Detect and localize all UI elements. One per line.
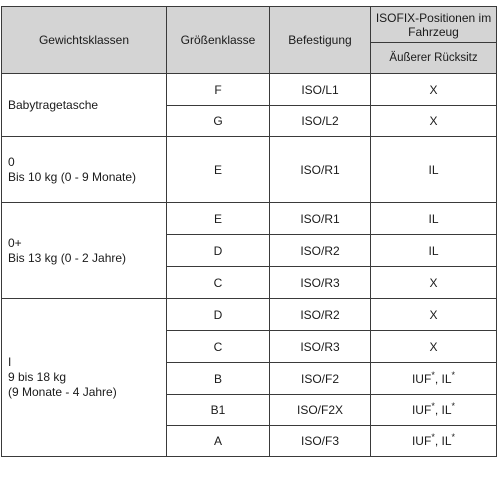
isofix-position-cell: X xyxy=(371,299,497,331)
size-class-cell: B1 xyxy=(167,395,270,426)
weight-class-line: Bis 10 kg (0 - 9 Monate) xyxy=(8,169,137,184)
isofix-position-cell: X xyxy=(371,267,497,299)
size-class-cell: B xyxy=(167,363,270,395)
isofix-position-cell: X xyxy=(371,74,497,106)
size-class-cell: A xyxy=(167,426,270,457)
isofix-position-cell: IUF*, IL* xyxy=(371,395,497,426)
outer-rear-seat-header: Äußerer Rücksitz xyxy=(371,43,497,74)
weight-class-header: Gewichtsklassen xyxy=(2,7,167,74)
size-class-cell: G xyxy=(167,106,270,137)
fixing-cell: ISO/R2 xyxy=(270,299,371,331)
fixing-cell: ISO/R3 xyxy=(270,331,371,363)
fixing-header: Befestigung xyxy=(270,7,371,74)
weight-class-line: 0 xyxy=(8,154,15,169)
weight-class-line: 9 bis 18 kg xyxy=(8,370,67,384)
isofix-position-cell: IL xyxy=(371,235,497,267)
fixing-cell: ISO/R3 xyxy=(270,267,371,299)
size-class-cell: C xyxy=(167,267,270,299)
weight-class-cell xyxy=(2,299,167,457)
isofix-position-cell: X xyxy=(371,331,497,363)
isofix-table xyxy=(1,6,497,457)
size-class-cell: C xyxy=(167,331,270,363)
isofix-position-cell: X xyxy=(371,106,497,137)
fixing-cell: ISO/L2 xyxy=(270,106,371,137)
size-class-cell: D xyxy=(167,299,270,331)
isofix-positions-header: ISOFIX-Positionen im Fahrzeug xyxy=(371,7,497,43)
fixing-cell: ISO/F2X xyxy=(270,395,371,426)
weight-class-line: Babytragetasche xyxy=(8,97,99,112)
table-body xyxy=(2,74,497,457)
fixing-cell: ISO/R1 xyxy=(270,137,371,203)
isofix-position-cell: IL xyxy=(371,137,497,203)
table-row xyxy=(2,203,497,235)
weight-class-line: (9 Monate - 4 Jahre) xyxy=(8,385,117,399)
isofix-position-cell: IUF*, IL* xyxy=(371,363,497,395)
table-row xyxy=(2,299,497,331)
fixing-cell: ISO/R2 xyxy=(270,235,371,267)
fixing-cell: ISO/R1 xyxy=(270,203,371,235)
weight-class-cell xyxy=(2,203,167,299)
table-row xyxy=(2,137,497,203)
size-class-cell: F xyxy=(167,74,270,106)
weight-class-line: 0+ xyxy=(8,235,22,250)
fixing-cell: ISO/F2 xyxy=(270,363,371,395)
size-class-cell: D xyxy=(167,235,270,267)
weight-class-cell xyxy=(2,137,167,203)
size-class-header: Größenklasse xyxy=(167,7,270,74)
weight-class-cell xyxy=(2,74,167,137)
isofix-position-cell: IUF*, IL* xyxy=(371,426,497,457)
isofix-position-cell: IL xyxy=(371,203,497,235)
fixing-cell: ISO/L1 xyxy=(270,74,371,106)
table-row xyxy=(2,74,497,106)
weight-class-line: I xyxy=(8,355,12,369)
weight-class-line: Bis 13 kg (0 - 2 Jahre) xyxy=(8,250,127,265)
fixing-cell: ISO/F3 xyxy=(270,426,371,457)
size-class-cell: E xyxy=(167,203,270,235)
size-class-cell: E xyxy=(167,137,270,203)
